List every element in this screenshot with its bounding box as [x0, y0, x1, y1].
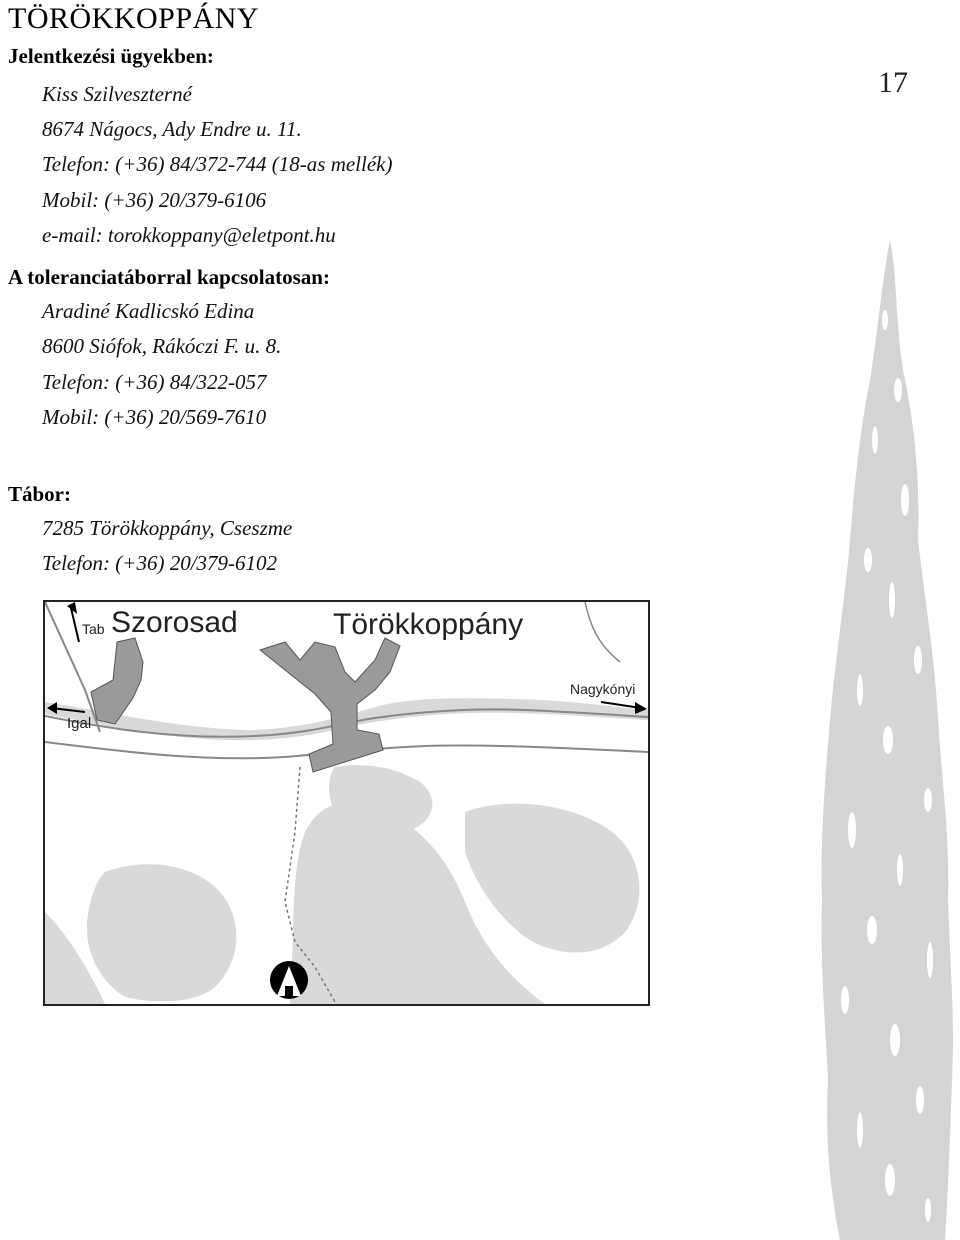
tolerance-camp-heading: A toleranciatáborral kapcsolatosan:: [8, 265, 330, 289]
map-label-torokkoppany: Törökkoppány: [333, 608, 524, 641]
map-arrow-igal-head: [47, 702, 57, 714]
map-label-tab: Tab: [82, 621, 105, 637]
decorative-tree-pattern: [800, 240, 960, 1240]
camp-heading: Tábor:: [8, 482, 71, 506]
location-map: [43, 600, 650, 1006]
page-number: 17: [878, 66, 908, 99]
map-label-nagykonyi: Nagykónyi: [570, 681, 636, 697]
tolerance-camp-phone: Telefon: (+36) 84/322-057: [42, 370, 267, 394]
registration-phone: Telefon: (+36) 84/372-744 (18-as mellék): [42, 152, 393, 176]
tolerance-camp-name: Aradiné Kadlicskó Edina: [42, 299, 255, 323]
camp-phone: Telefon: (+36) 20/379-6102: [42, 551, 278, 575]
tolerance-camp-mobile: Mobil: (+36) 20/569-7610: [42, 405, 267, 429]
map-label-szorosad: Szorosad: [111, 606, 238, 639]
registration-email[interactable]: e-mail: torokkoppany@eletpont.hu: [42, 223, 336, 247]
registration-heading: Jelentkezési ügyekben:: [8, 44, 214, 68]
map-label-igal: Igal: [67, 715, 92, 732]
tolerance-camp-address: 8600 Siófok, Rákóczi F. u. 8.: [42, 334, 282, 358]
registration-name: Kiss Szilveszterné: [42, 82, 192, 106]
registration-mobile: Mobil: (+36) 20/379-6106: [42, 188, 267, 212]
camp-address: 7285 Törökkoppány, Cseszme: [42, 516, 293, 540]
camp-tent-icon: [270, 961, 308, 999]
registration-address: 8674 Nágocs, Ady Endre u. 11.: [42, 117, 302, 141]
page-title: TÖRÖKKOPPÁNY: [8, 2, 260, 35]
